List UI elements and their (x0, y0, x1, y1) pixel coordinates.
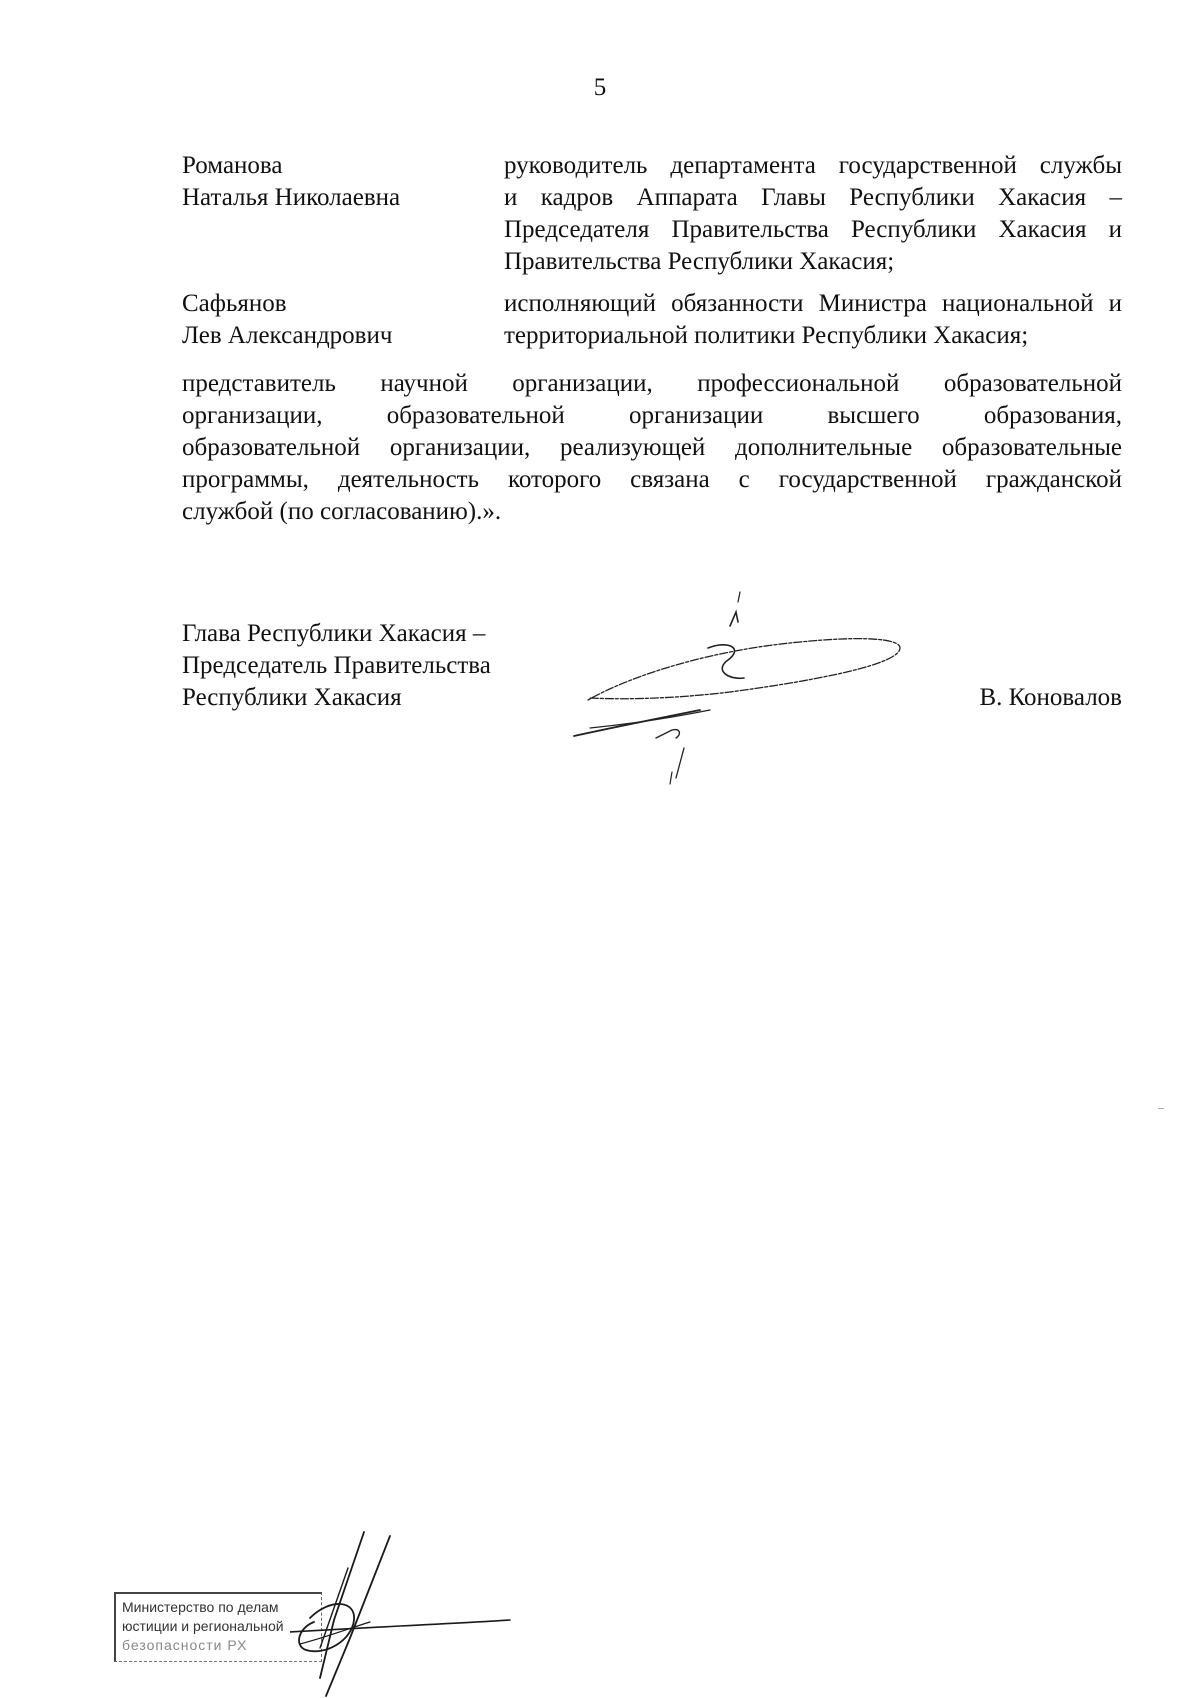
position-line: Правительства Республики Хакасия; (504, 248, 895, 275)
paragraph-line: службой (по согласованию).». (182, 498, 502, 525)
paragraph-line: программы, деятельность которого связана с государственной гражданской (182, 466, 1122, 493)
member-name (182, 288, 482, 352)
signer-name: В. Коновалов (979, 684, 1122, 711)
member-surname: Романова (182, 152, 283, 179)
member-surname: Сафьянов (182, 290, 287, 317)
handwritten-signature (560, 588, 920, 788)
member-given-names: Лев Александрович (182, 322, 393, 349)
signatory-title-line: Председатель Правительства (182, 652, 491, 679)
member-given-names: Наталья Николаевна (182, 184, 401, 211)
member-name (182, 150, 482, 214)
paragraph-line: представитель научной организации, профессиональной образовательной (182, 370, 1122, 397)
page-number: 5 (593, 74, 607, 101)
stamp-line: юстиции и региональной (122, 1618, 284, 1634)
position-line: территориальной политики Республики Хакасия; (504, 322, 1029, 349)
position-line: и кадров Аппарата Главы Республики Хакасия – (504, 184, 1122, 211)
stamp-line: безопасности РХ (122, 1637, 248, 1653)
position-line: Председателя Правительства Республики Хакасия и (504, 216, 1122, 243)
signatory-title (182, 618, 522, 714)
representative-paragraph (182, 368, 1122, 528)
paragraph-line: организации, образовательной организации высшего образования, (182, 402, 1122, 429)
stamp-line: Министерство по делам (122, 1599, 279, 1615)
paragraph-line: образовательной организации, реализующей дополнительные образовательные (182, 434, 1122, 461)
approval-signature (290, 1528, 550, 1698)
signatory-title-line: Глава Республики Хакасия – (182, 620, 486, 647)
position-line: исполняющий обязанности Министра национальной и (504, 290, 1122, 317)
signatory-title-line: Республики Хакасия (182, 684, 402, 711)
position-line: руководитель департамента государственной службы (504, 152, 1122, 179)
scan-artifact (1158, 1108, 1164, 1109)
member-position (504, 288, 1122, 352)
member-position (504, 150, 1122, 278)
